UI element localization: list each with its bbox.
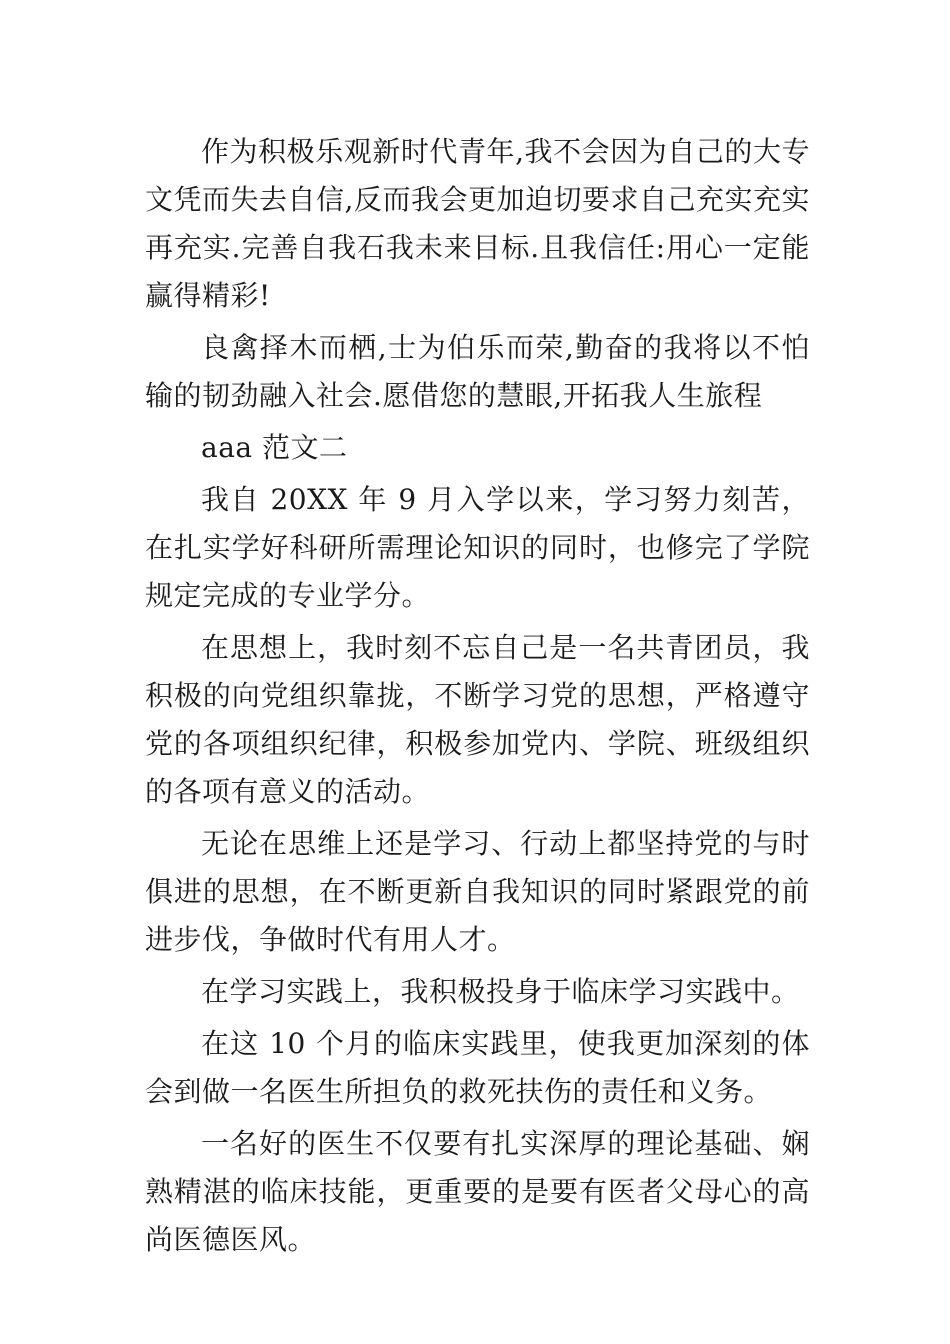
paragraph-4: 在思想上，我时刻不忘自己是一名共青团员，我积极的向党组织靠拢，不断学习党的思想，严格遵守党的各项组织纪律，积极参加党内、学院、班级组织的各项有意义的活动。 bbox=[145, 631, 810, 808]
paragraph-8: 一名好的医生不仅要有扎实深厚的理论基础、娴熟精湛的临床技能，更重要的是要有医者父母心的高尚医德医风。 bbox=[145, 1127, 810, 1256]
paragraph-6: 在学习实践上，我积极投身于临床学习实践中。 bbox=[201, 975, 800, 1008]
paragraph-2: 良禽择木而栖,士为伯乐而荣,勤奋的我将以不怕输的韧劲融入社会.愿借您的慧眼,开拓我人生旅程 bbox=[145, 331, 810, 412]
document-body bbox=[145, 128, 810, 1264]
section-heading: aaa 范文二 bbox=[201, 431, 348, 464]
paragraph-5: 无论在思维上还是学习、行动上都坚持党的与时俱进的思想，在不断更新自我知识的同时紧跟党的前进步伐，争做时代有用人才。 bbox=[145, 827, 810, 956]
paragraph-7: 在这 10 个月的临床实践里，使我更加深刻的体会到做一名医生所担负的救死扶伤的责任和义务。 bbox=[145, 1027, 810, 1108]
paragraph-1: 作为积极乐观新时代青年,我不会因为自己的大专文凭而失去自信,反而我会更加迫切要求自己充实充实再充实.完善自我石我未来目标.且我信任:用心一定能赢得精彩! bbox=[145, 135, 810, 312]
paragraph-3: 我自 20XX 年 9 月入学以来，学习努力刻苦，在扎实学好科研所需理论知识的同时，也修完了学院规定完成的专业学分。 bbox=[145, 483, 810, 612]
